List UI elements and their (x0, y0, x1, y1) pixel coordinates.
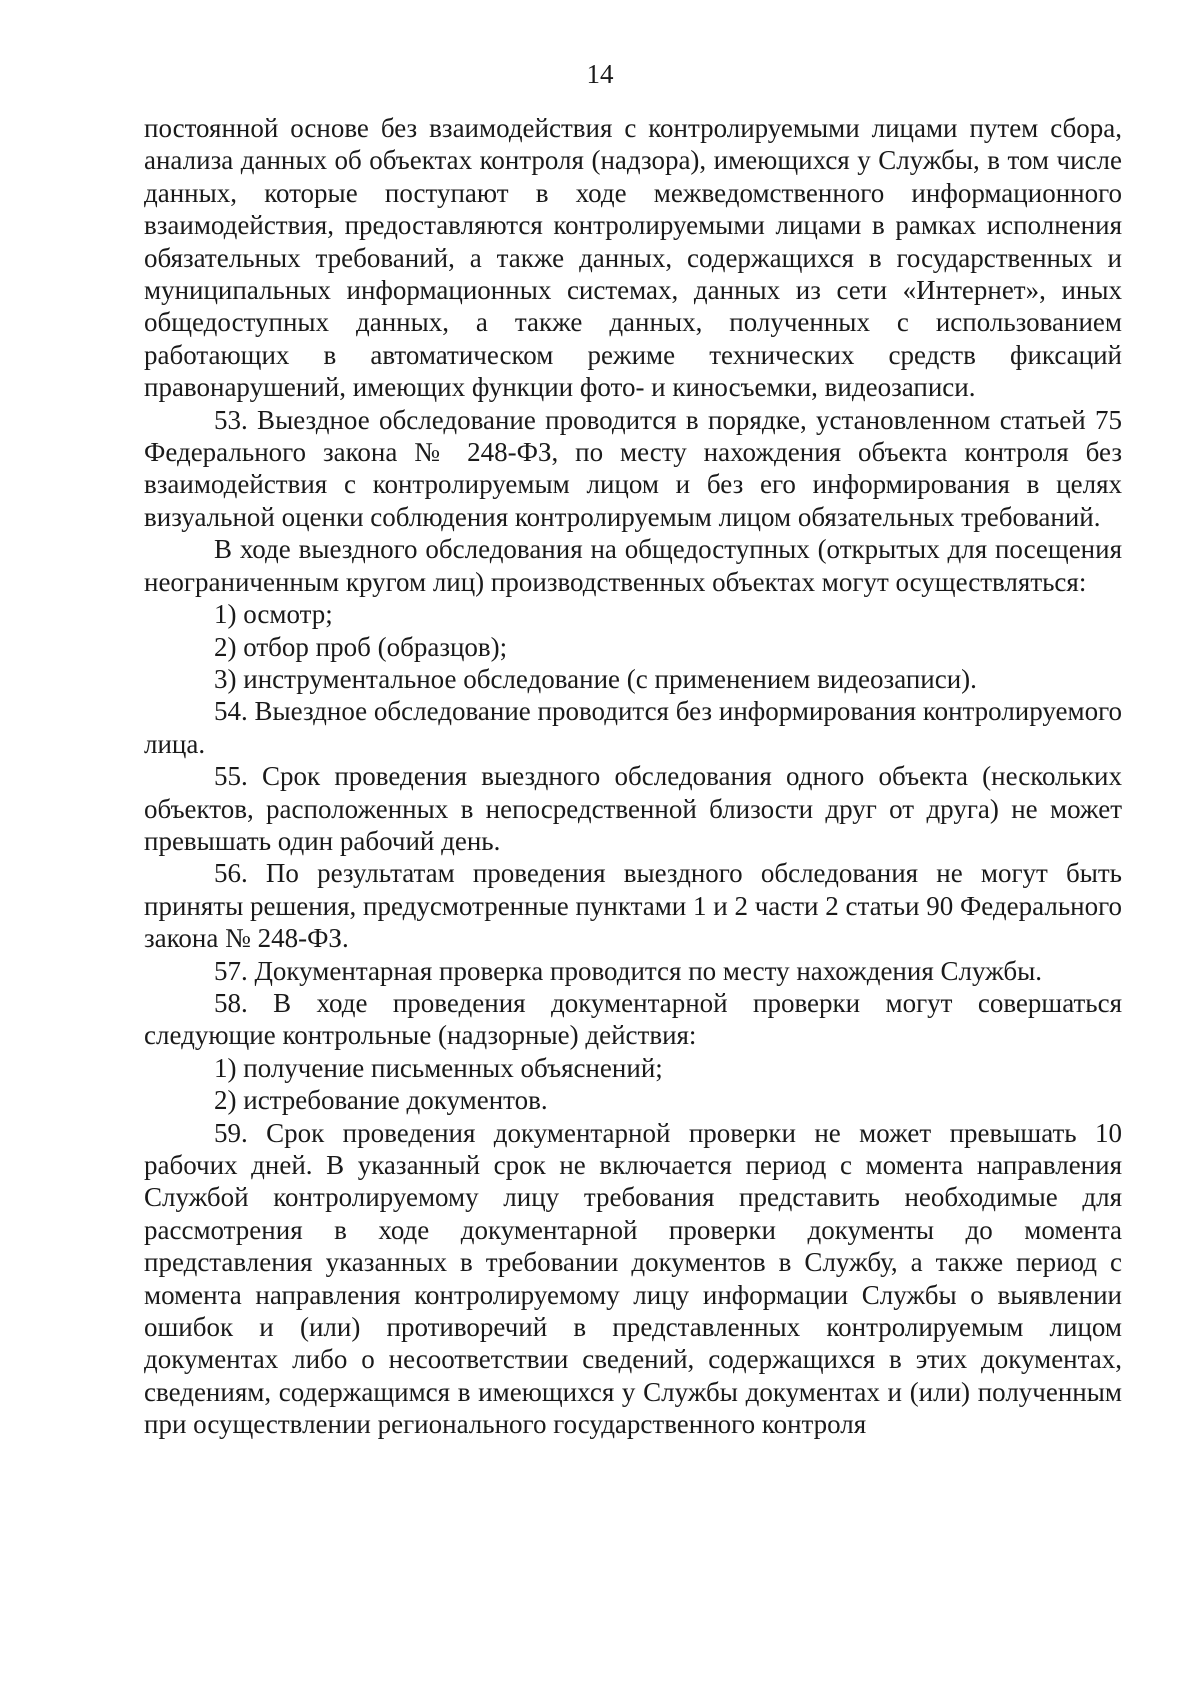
list-item-inspection: 1) осмотр; (214, 599, 333, 630)
list-item-instrumental-survey: 3) инструментальное обследование (с применением видеозаписи). (214, 663, 977, 694)
paragraph-57: 57. Документарная проверка проводится по месту нахождения Службы. (214, 955, 1043, 986)
list-item-written-explanations: 1) получение письменных объяснений; (214, 1052, 663, 1083)
paragraph-58: 58. В ходе проведения документарной проверки могут совершаться следующие контрольные (надзорные) действия: (144, 987, 1122, 1051)
list-item-sampling: 2) отбор проб (образцов); (214, 631, 508, 662)
paragraph-55: 55. Срок проведения выездного обследования одного объекта (нескольких объектов, расположенных в непосредственной близости друг от друга) не может превышать один рабочий день. (144, 761, 1122, 856)
document-body (144, 112, 1122, 1441)
paragraph-56: 56. По результатам проведения выездного обследования не могут быть приняты решения, предусмотренные пунктами 1 и 2 части 2 статьи 90 Федерального закона № 248-ФЗ. (144, 858, 1122, 954)
page-number: 14 (586, 59, 614, 89)
paragraph-54: 54. Выездное обследование проводится без информирования контролируемого лица. (144, 696, 1122, 759)
paragraph-field-inspection-actions: В ходе выездного обследования на общедоступных (открытых для посещения неограниченным кругом лиц) производственных объектах могут осуществляться: (144, 534, 1122, 597)
list-item-document-request: 2) истребование документов. (214, 1085, 548, 1116)
paragraph-53: 53. Выездное обследование проводится в порядке, установленном статьей 75 Федерального закона № 248-ФЗ, по месту нахождения объекта контроля без взаимодействия с контролируемым лицом и без его информирования в целях визуальной оценки соблюдения контролируемым лицом обязательных требований. (144, 404, 1122, 532)
paragraph-continuation: постоянной основе без взаимодействия с контролируемыми лицами путем сбора, анализа данных об объектах контроля (надзора), имеющихся у Службы, в том числе данных, которые поступают в ходе межведомственного информационного взаимодействия, предоставляются контролируемыми лицами в рамках исполнения обязательных требований, а также данных, содержащихся в государственных и муниципальных информационных системах, данных из сети «Интернет», иных общедоступных данных, а также данных, полученных с использованием работающих в автоматическом режиме технических средств фиксаций правонарушений, имеющих функции фото- и киносъемки, видеозаписи. (144, 113, 1122, 403)
paragraph-59: 59. Срок проведения документарной проверки не может превышать 10 рабочих дней. В указанный срок не включается период с момента направления Службой контролируемому лицу требования представить необходимые для рассмотрения в ходе документарной проверки документы до момента представления указанных в требовании документов в Службу, а также период с момента направления контролируемому лицу информации Службы о выявлении ошибок и (или) противоречий в представленных контролируемым лицом документах либо о несоответствии сведений, содержащихся в этих документах, сведениям, содержащимся в имеющихся у Службы документах и (или) полученным при осуществлении регионального государственного контроля (144, 1117, 1122, 1440)
